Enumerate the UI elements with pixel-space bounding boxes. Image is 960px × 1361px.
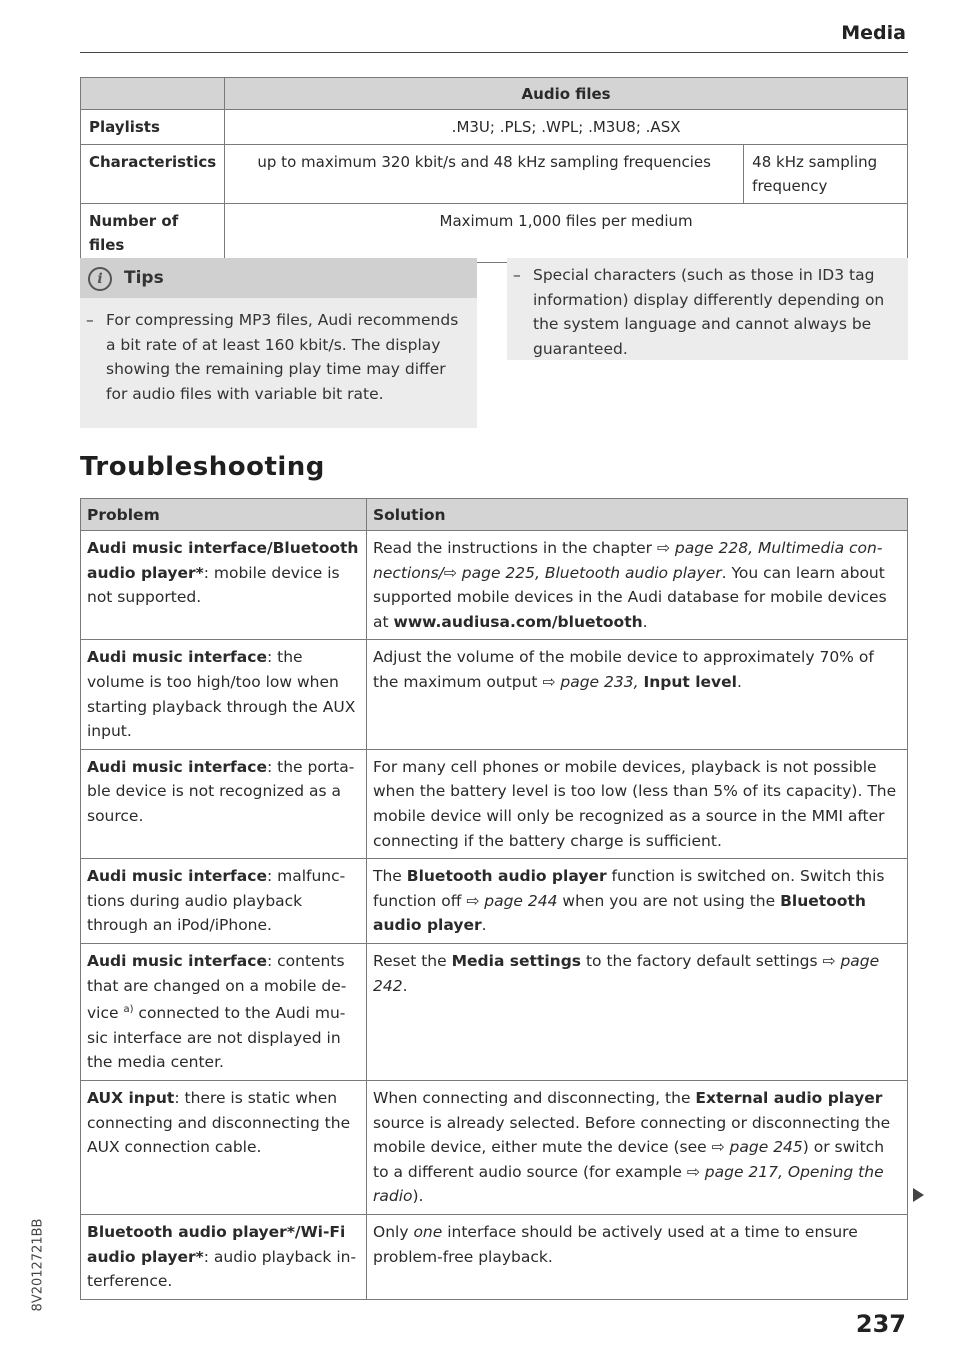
solution-cell: When connecting and disconnecting, the External audio player source is already selected. Before connecting or disconnecting the mobile device, either mute the device (see ⇨ page 245) or switch to a different audio source (for example ⇨ page 217, Opening the radio). bbox=[367, 1081, 908, 1215]
page-heading: Troubleshooting bbox=[80, 452, 325, 482]
table-row bbox=[81, 943, 908, 1080]
table-header-empty bbox=[81, 78, 225, 110]
troubleshooting-table bbox=[80, 498, 908, 1300]
row-value: up to maximum 320 kbit/s and 48 kHz sampling frequencies bbox=[225, 145, 744, 204]
table-row bbox=[81, 640, 908, 749]
url-link[interactable]: www.audiusa.com/bluetooth bbox=[393, 612, 643, 631]
note-box bbox=[507, 258, 908, 360]
tip-item: For compressing MP3 files, Audi recommends a bit rate of at least 160 kbit/s. The display showing the remaining play time may differ for audio files with variable bit rate. bbox=[106, 311, 459, 403]
solution-cell: For many cell phones or mobile devices, playback is not possible when the battery level is too low (less than 5% of its capacity). The mobile device will only be recognized as a source in the MMI after connecting if the battery charge is sufficient. bbox=[367, 749, 908, 858]
table-row bbox=[81, 1081, 908, 1215]
problem-cell: AUX input: there is static when connecting and disconnecting the AUX connection cable. bbox=[81, 1081, 367, 1215]
problem-cell: Bluetooth audio player*/Wi-Fi audio player*: audio playback interference. bbox=[81, 1215, 367, 1300]
note-text: – Special characters (such as those in ID3 tag information) display differently depending on the system language and cannot always be guaranteed. bbox=[513, 266, 885, 358]
row-value: .M3U; .PLS; .WPL; .M3U8; .ASX bbox=[225, 110, 908, 145]
doc-code-text: 8V2012721BB bbox=[30, 1218, 46, 1312]
page-link[interactable]: ⇨ page 245 bbox=[711, 1138, 803, 1157]
table-header-row bbox=[81, 78, 908, 110]
tips-header bbox=[80, 258, 477, 298]
page-link[interactable]: ⇨ page 233, bbox=[542, 672, 639, 691]
doc-code bbox=[18, 1200, 58, 1330]
table-row bbox=[81, 145, 908, 204]
solution-cell: Read the instructions in the chapter ⇨ page 228, Multimedia connections/⇨ page 225, Bluetooth audio player. You can learn about supported mobile devices in the Audi database for mobile devices at www.audiusa.com/bluetooth. bbox=[367, 531, 908, 640]
row-label: Playlists bbox=[81, 110, 225, 145]
tips-box bbox=[80, 258, 477, 428]
page-link[interactable]: ⇨ page 228, Multimedia connections/⇨ page 225, Bluetooth audio player bbox=[373, 539, 883, 582]
row-value: Maximum 1,000 files per medium bbox=[225, 204, 908, 263]
col-solution: Solution bbox=[367, 499, 908, 531]
page-link[interactable]: ⇨ page 242 bbox=[373, 951, 880, 995]
solution-cell: Adjust the volume of the mobile device to approximately 70% of the maximum output ⇨ page 233, Input level. bbox=[367, 640, 908, 749]
solution-cell: The Bluetooth audio player function is switched on. Switch this function off ⇨ page 244 when you are not using the Bluetooth audio player. bbox=[367, 859, 908, 944]
section-title: Media bbox=[841, 22, 906, 44]
solution-cell: Reset the Media settings to the factory default settings ⇨ page 242. bbox=[367, 943, 908, 1080]
col-problem: Problem bbox=[81, 499, 367, 531]
table-header-row bbox=[81, 499, 908, 531]
table-row bbox=[81, 749, 908, 858]
table-row bbox=[81, 531, 908, 640]
table-row bbox=[81, 1215, 908, 1300]
problem-cell: Audi music interface: the volume is too high/too low when starting playback through the AUX input. bbox=[81, 640, 367, 749]
audio-files-table bbox=[80, 77, 908, 263]
continue-arrow-icon bbox=[913, 1188, 924, 1202]
tips-label: Tips bbox=[124, 268, 164, 288]
table-row bbox=[81, 110, 908, 145]
row-label: Characteristics bbox=[81, 145, 225, 204]
page-link[interactable]: ⇨ page 217, Opening the radio bbox=[373, 1162, 884, 1206]
solution-cell: Only one interface should be actively used at a time to ensure problem-free playback. bbox=[367, 1215, 908, 1300]
row-value-2: 48 kHz sampling frequency bbox=[744, 145, 908, 204]
info-icon: i bbox=[88, 267, 112, 291]
problem-cell: Audi music interface: the portable device is not recognized as a source. bbox=[81, 749, 367, 858]
table-header: Audio files bbox=[225, 78, 908, 110]
table-row bbox=[81, 859, 908, 944]
page-link[interactable]: ⇨ page 244 bbox=[466, 891, 558, 910]
table-row bbox=[81, 204, 908, 263]
problem-cell: Audi music interface: contents that are changed on a mobile device $^{a)}$ connected to the Audi music interface are not displayed in the media center. bbox=[81, 943, 367, 1080]
header-rule bbox=[80, 52, 908, 53]
row-label: Number of files bbox=[81, 204, 225, 263]
page-number: 237 bbox=[855, 1310, 906, 1338]
tips-text: – For compressing MP3 files, Audi recommends a bit rate of at least 160 kbit/s. The display showing the remaining play time may differ for audio files with variable bit rate. bbox=[86, 311, 459, 403]
problem-cell: Audi music interface: malfunctions during audio playback through an iPod/iPhone. bbox=[81, 859, 367, 944]
note-body: Special characters (such as those in ID3 tag information) display differently depending on the system language and cannot always be guaranteed. bbox=[533, 266, 885, 358]
problem-cell: Audi music interface/Bluetooth audio player*: mobile device is not supported. bbox=[81, 531, 367, 640]
